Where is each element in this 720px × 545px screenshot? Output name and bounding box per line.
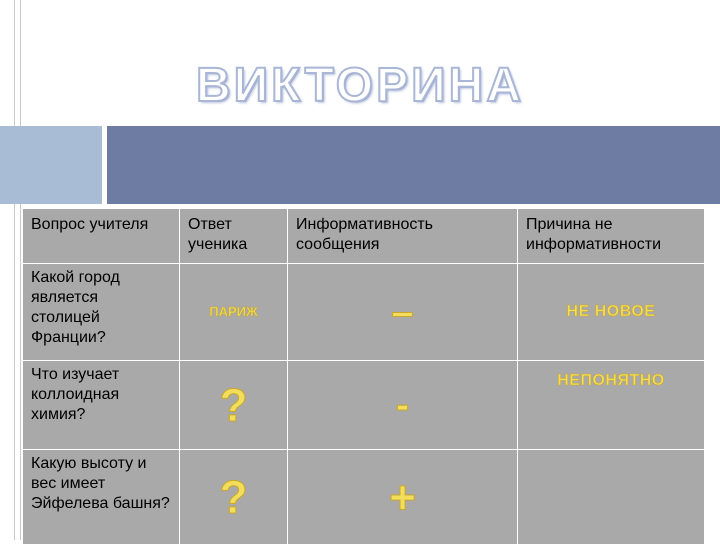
question-cell: Что изучает коллоидная химия? bbox=[23, 361, 180, 450]
table-row bbox=[23, 450, 705, 545]
table-header-row bbox=[23, 209, 705, 264]
informativeness-cell bbox=[288, 361, 518, 450]
page-title: ВИКТОРИНА bbox=[196, 59, 524, 112]
accent-block-dark bbox=[107, 126, 720, 204]
answer-cell bbox=[180, 264, 288, 361]
table-row bbox=[23, 361, 705, 450]
informativeness-cell bbox=[288, 450, 518, 545]
header-question: Вопрос учителя bbox=[23, 209, 180, 264]
header-answer: Ответ ученика bbox=[180, 209, 288, 264]
reason-cell bbox=[518, 361, 705, 450]
minus-mark: – bbox=[391, 290, 414, 334]
question-mark: ? bbox=[219, 471, 248, 523]
answer-text: ПАРИЖ bbox=[209, 304, 258, 319]
accent-block-light bbox=[0, 126, 102, 204]
question-mark: ? bbox=[219, 379, 248, 431]
reason-cell bbox=[518, 450, 705, 545]
plus-mark: + bbox=[389, 471, 416, 523]
answer-cell bbox=[180, 361, 288, 450]
table-row bbox=[23, 264, 705, 361]
question-cell: Какой город является столицей Франции? bbox=[23, 264, 180, 361]
reason-text: НЕ НОВОЕ bbox=[566, 303, 656, 320]
answer-cell bbox=[180, 450, 288, 545]
reason-text: НЕПОНЯТНО bbox=[557, 372, 665, 389]
question-cell: Какую высоту и вес имеет Эйфелева башня? bbox=[23, 450, 180, 545]
informativeness-cell bbox=[288, 264, 518, 361]
minus-mark: - bbox=[395, 383, 410, 427]
reason-cell bbox=[518, 264, 705, 361]
header-reason: Причина не информативности bbox=[518, 209, 705, 264]
header-informativeness: Информативность сообщения bbox=[288, 209, 518, 264]
quiz-table bbox=[22, 208, 705, 545]
